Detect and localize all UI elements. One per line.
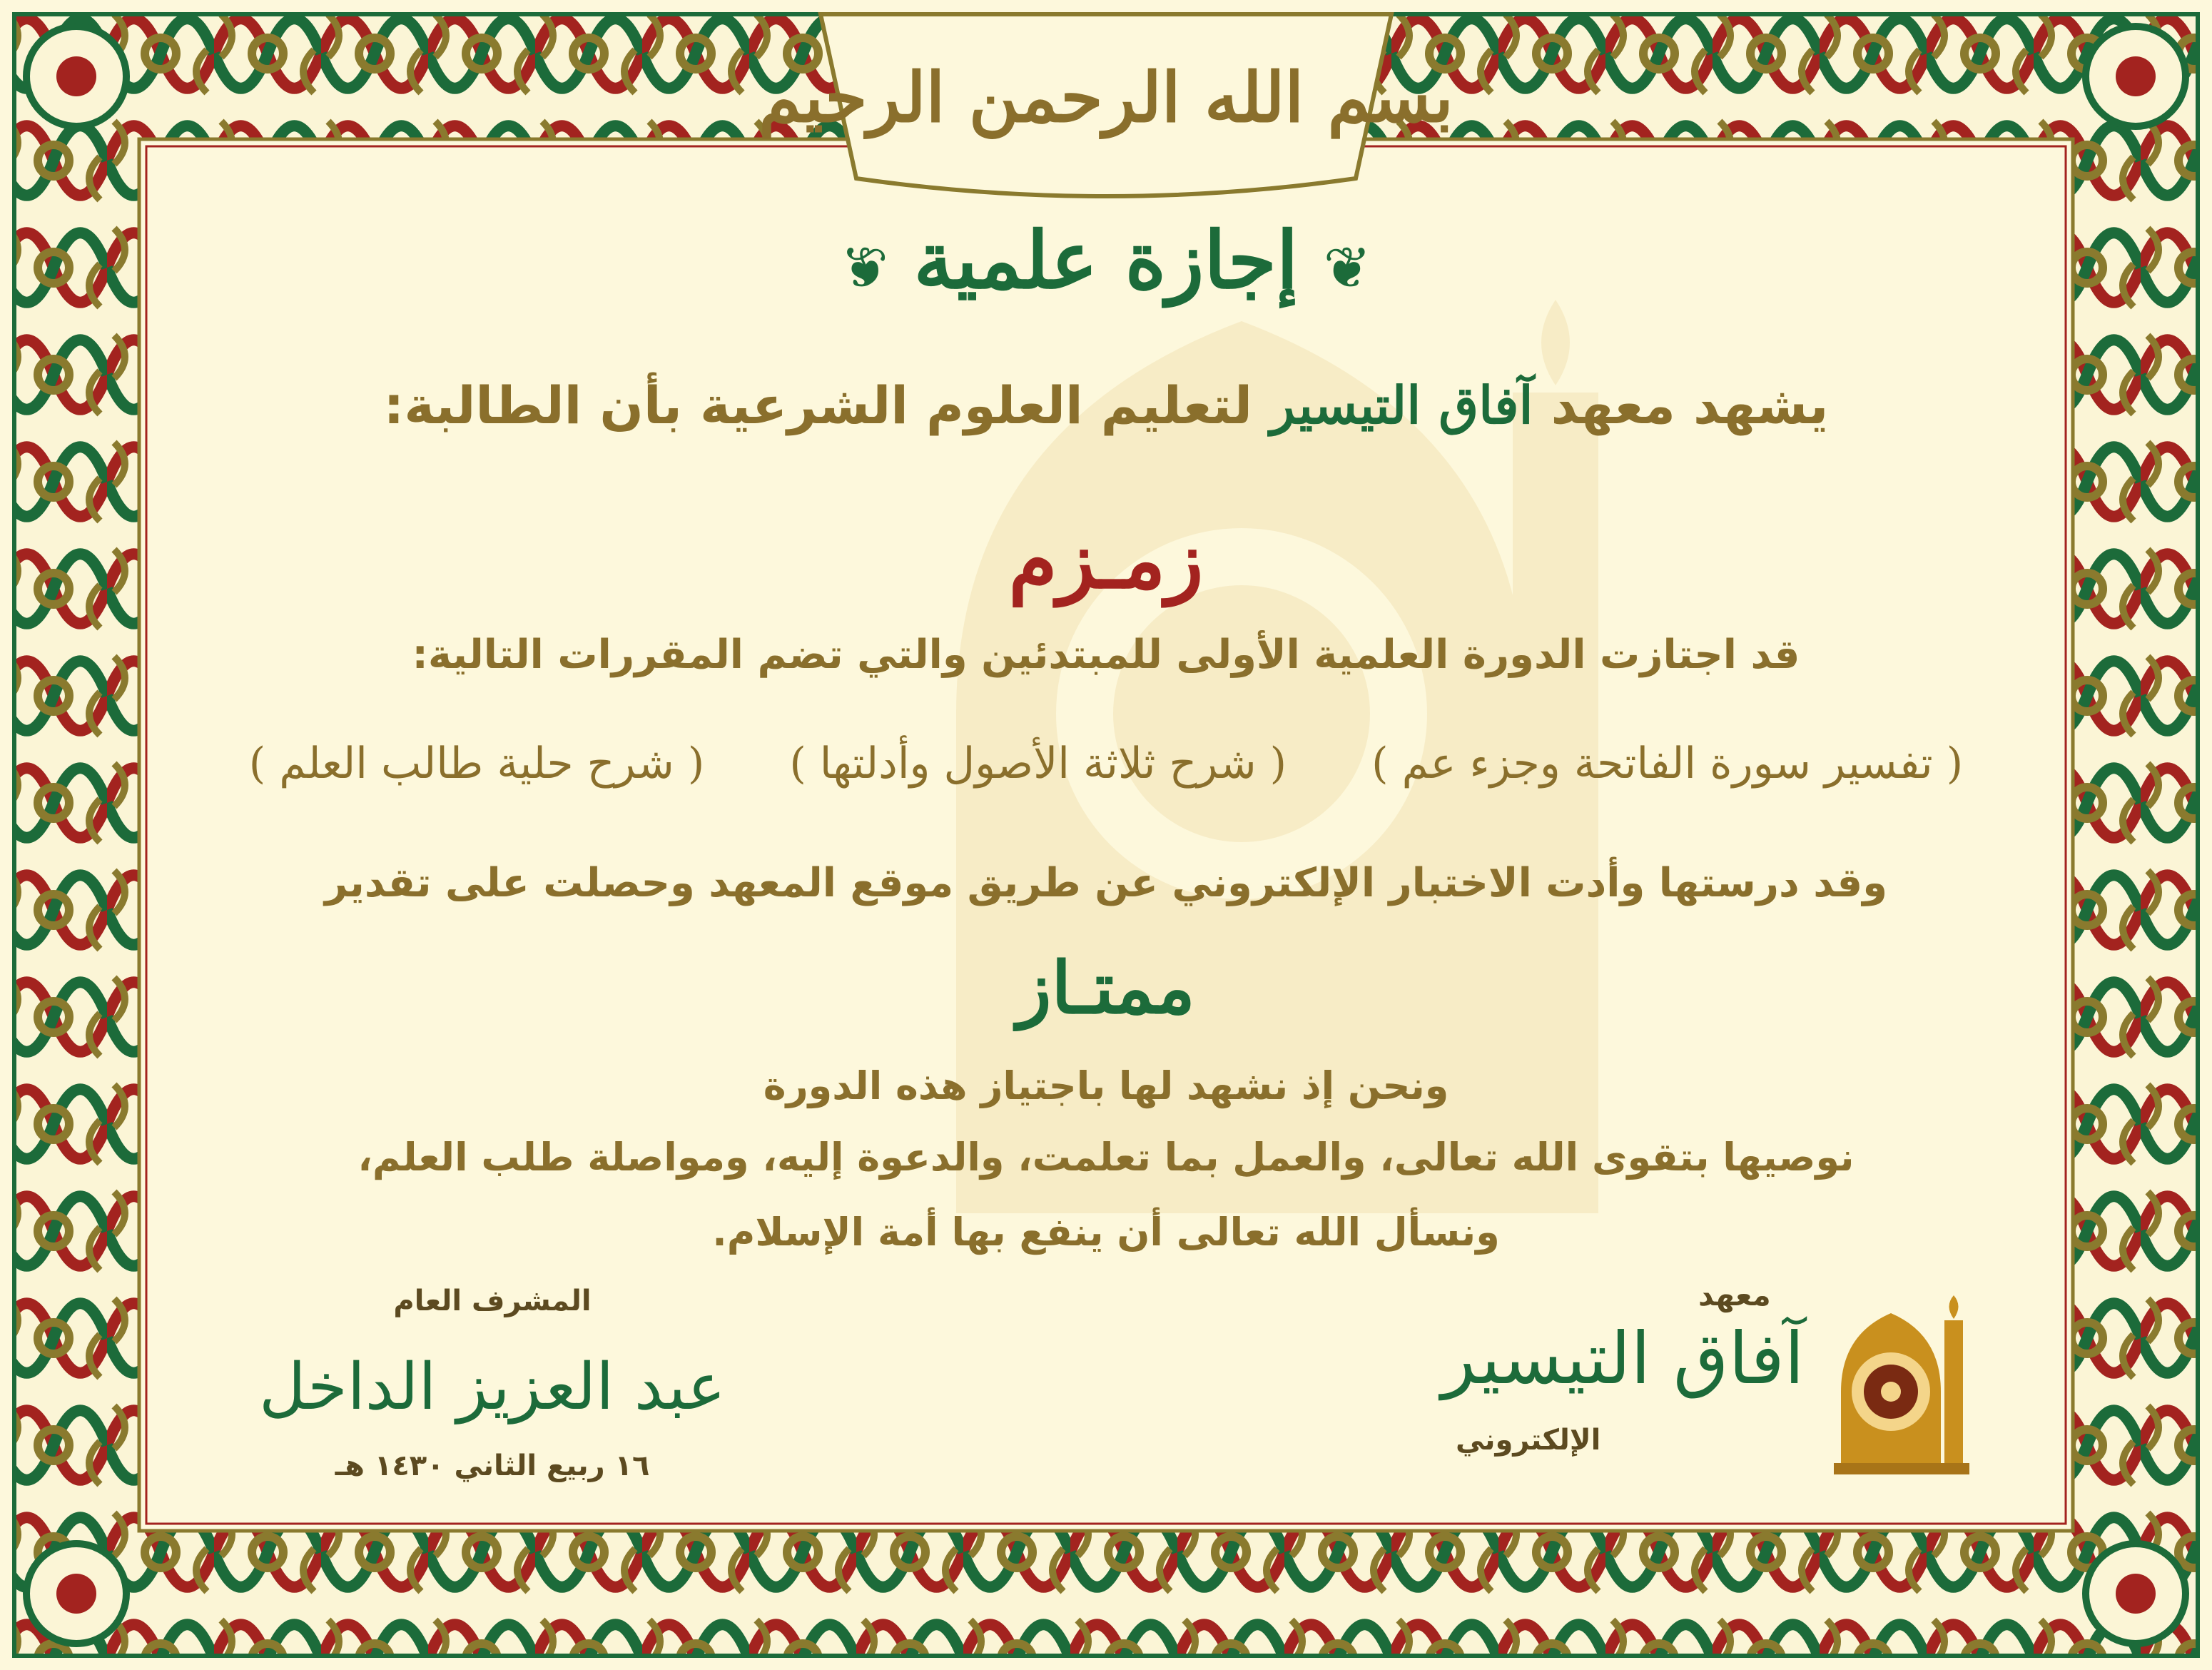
logo-name: آفاق التيسير [1441, 1317, 1805, 1400]
course-item: ( شرح حلية طالب العلم ) [248, 739, 705, 789]
ornament-left-icon: ❦ [841, 235, 889, 301]
basmala: بسم الله الرحمن الرحيم [759, 57, 1453, 138]
closing-line: نوصيها بتقوى الله تعالى، والعمل بما تعلمت، والدعوة إليه، ومواصلة طلب العلم، [357, 1135, 1855, 1180]
course-item: ( شرح ثلاثة الأصول وأدلتها ) [789, 739, 1287, 789]
grade: ممتـاز [1017, 946, 1195, 1030]
course-item: ( تفسير سورة الفاتحة وجزء عم ) [1371, 739, 1964, 789]
supervisor-block [243, 1285, 742, 1482]
institute-logo [1441, 1277, 1991, 1484]
certificate-title: إجازة علمية [913, 214, 1299, 306]
student-name: زمـزم [1008, 514, 1204, 606]
logo-bottom-label: الإلكتروني [1456, 1424, 1601, 1457]
logo-top-label: معهد [1698, 1277, 1771, 1312]
ornament-right-icon: ❦ [1323, 235, 1371, 301]
closing-line: ونسأل الله تعالى أن ينفع بها أمة الإسلام. [712, 1210, 1500, 1255]
intro-suffix: لتعليم العلوم الشرعية بأن الطالبة: [383, 375, 1253, 435]
supervisor-name: عبد العزيز الداخل [259, 1350, 726, 1424]
supervisor-date: ١٦ ربيع الثاني ١٤٣٠ هـ [335, 1449, 650, 1482]
intro-line [0, 375, 2212, 435]
exam-line: وقد درستها وأدت الاختبار الإلكتروني عن طريق موقع المعهد وحصلت على تقدير [324, 860, 1888, 906]
intro-prefix: يشهد معهد [1551, 375, 1829, 435]
course-intro: قد اجتازت الدورة العلمية الأولى للمبتدئين والتي تضم المقررات التالية: [412, 632, 1800, 678]
supervisor-role: المشرف العام [393, 1285, 592, 1317]
courses-row [0, 739, 2212, 789]
mosque-logo-icon [1827, 1292, 1969, 1477]
intro-institute: آفاق التيسير [1270, 375, 1533, 435]
title-row [0, 214, 2212, 306]
closing-line: ونحن إذ نشهد لها باجتياز هذه الدورة [763, 1063, 1449, 1108]
